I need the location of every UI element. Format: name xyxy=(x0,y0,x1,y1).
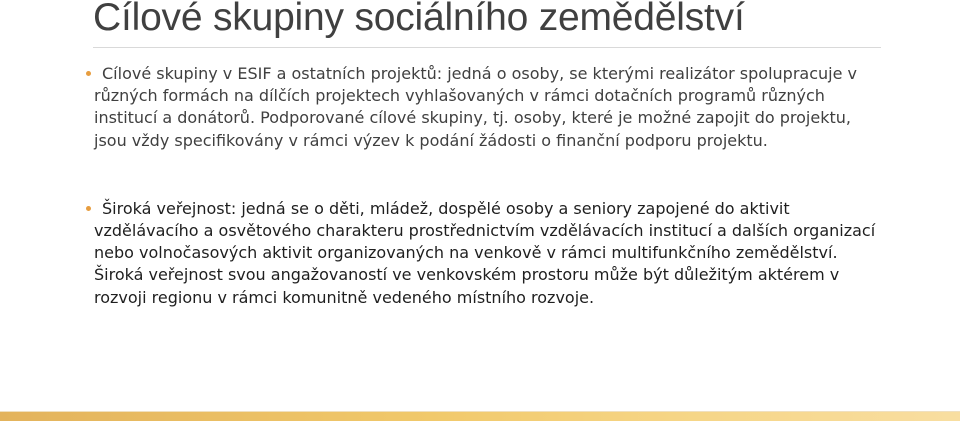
bullet-text-line: rozvoji regionu v rámci komunitně vedeného místního rozvoje. xyxy=(94,287,595,307)
bullet-text-line: Cílové skupiny v ESIF a ostatních projektů: jedná o osoby, se kterými realizátor spolupracuje v xyxy=(102,64,857,83)
slide-title: Cílové skupiny sociálního zemědělství xyxy=(93,0,745,39)
bullet-text-line: různých formách na dílčích projektech vyhlašovaných v rámci dotačních programů různých xyxy=(94,86,825,106)
bullet-text-line: nebo volnočasových aktivit organizovaných na venkově v rámci multifunkčního zemědělství. xyxy=(94,243,838,263)
bullet-target-groups-esif xyxy=(94,63,884,152)
bullet-dot-icon xyxy=(86,206,91,211)
bullet-dot-icon xyxy=(86,71,91,76)
bullet-text-line: jsou vždy specifikovány v rámci výzev k podání žádosti o finanční podporu projektu. xyxy=(94,130,768,150)
bullet-text-line: vzdělávacího a osvětového charakteru prostřednictvím vzdělávacích institucí a dalších organizací xyxy=(94,221,876,241)
bullet-text-line: Široká veřejnost: jedná se o děti, mládež, dospělé osoby a seniory zapojené do aktivit xyxy=(102,198,790,218)
bullet-text-line: institucí a donátorů. Podporované cílové skupiny, tj. osoby, které je možné zapojit do projektu, xyxy=(94,108,851,128)
bullet-list xyxy=(94,63,884,309)
title-divider xyxy=(93,47,881,48)
bullet-text-line: Široká veřejnost svou angažovaností ve venkovském prostoru může být důležitým aktérem v xyxy=(94,265,840,285)
accent-bar xyxy=(0,412,960,421)
bullet-general-public xyxy=(94,198,884,309)
